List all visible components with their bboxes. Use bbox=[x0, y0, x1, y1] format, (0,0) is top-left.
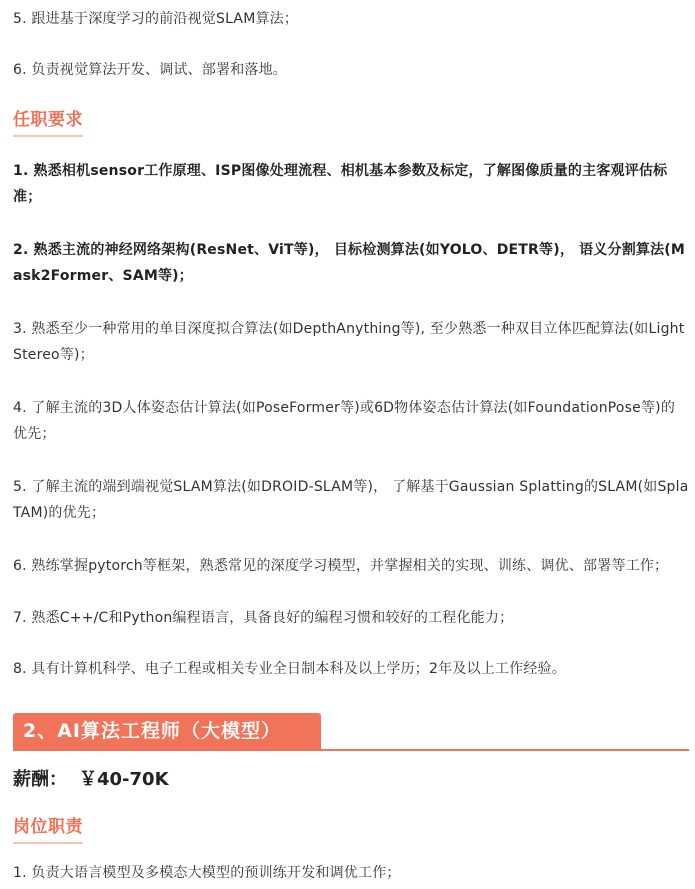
job1-duty-6: 6. 负责视觉算法开发、调试、部署和落地。 bbox=[13, 62, 288, 78]
job1-duty-5: 5. 跟进基于深度学习的前沿视觉SLAM算法； bbox=[13, 11, 299, 27]
job2-duty-1: 1. 负责大语言模型及多模态大模型的预训练开发和调优工作； bbox=[13, 865, 401, 881]
requirements-heading: 任职要求 bbox=[13, 108, 83, 137]
duties-heading: 岗位职责 bbox=[13, 815, 83, 844]
job2-salary bbox=[13, 767, 169, 793]
requirement-6: 6. 熟练掌握pytorch等框架，熟悉常见的深度学习模型，并掌握相关的实现、训练、调优、部署等工作； bbox=[13, 558, 669, 574]
job2-banner bbox=[13, 713, 689, 751]
salary-value: ￥40-70K bbox=[79, 769, 169, 790]
requirement-7: 7. 熟悉C++/C和Python编程语言，具备良好的编程习惯和较好的工程化能力； bbox=[13, 610, 514, 626]
requirement-2: 2. 熟悉主流的神经网络架构(ResNet、ViT等)， 目标检测算法(如YOLO、DETR等)， 语义分割算法(Mask2Former、SAM等)； bbox=[13, 242, 686, 284]
requirement-5: 5. 了解主流的端到端视觉SLAM算法(如DROID-SLAM等)， 了解基于Gaussian Splatting的SLAM(如SplaTAM)的优先； bbox=[13, 479, 689, 521]
requirement-3: 3. 熟悉至少一种常用的单目深度拟合算法(如DepthAnything等), 至少熟悉一种双目立体匹配算法(如LightStereo等)； bbox=[13, 321, 685, 363]
requirement-1: 1. 熟悉相机sensor工作原理、ISP图像处理流程、相机基本参数及标定，了解图像质量的主客观评估标准； bbox=[13, 163, 668, 205]
requirement-8: 8. 具有计算机科学、电子工程或相关专业全日制本科及以上学历；2年及以上工作经验。 bbox=[13, 661, 566, 677]
requirement-4: 4. 了解主流的3D人体姿态估计算法(如PoseFormer等)或6D物体姿态估计算法(如FoundationPose等)的优先； bbox=[13, 400, 676, 442]
job2-title: 2、AI算法工程师（大模型） bbox=[23, 720, 281, 742]
salary-label: 薪酬： bbox=[13, 769, 67, 790]
job2-banner-divider bbox=[13, 749, 689, 751]
